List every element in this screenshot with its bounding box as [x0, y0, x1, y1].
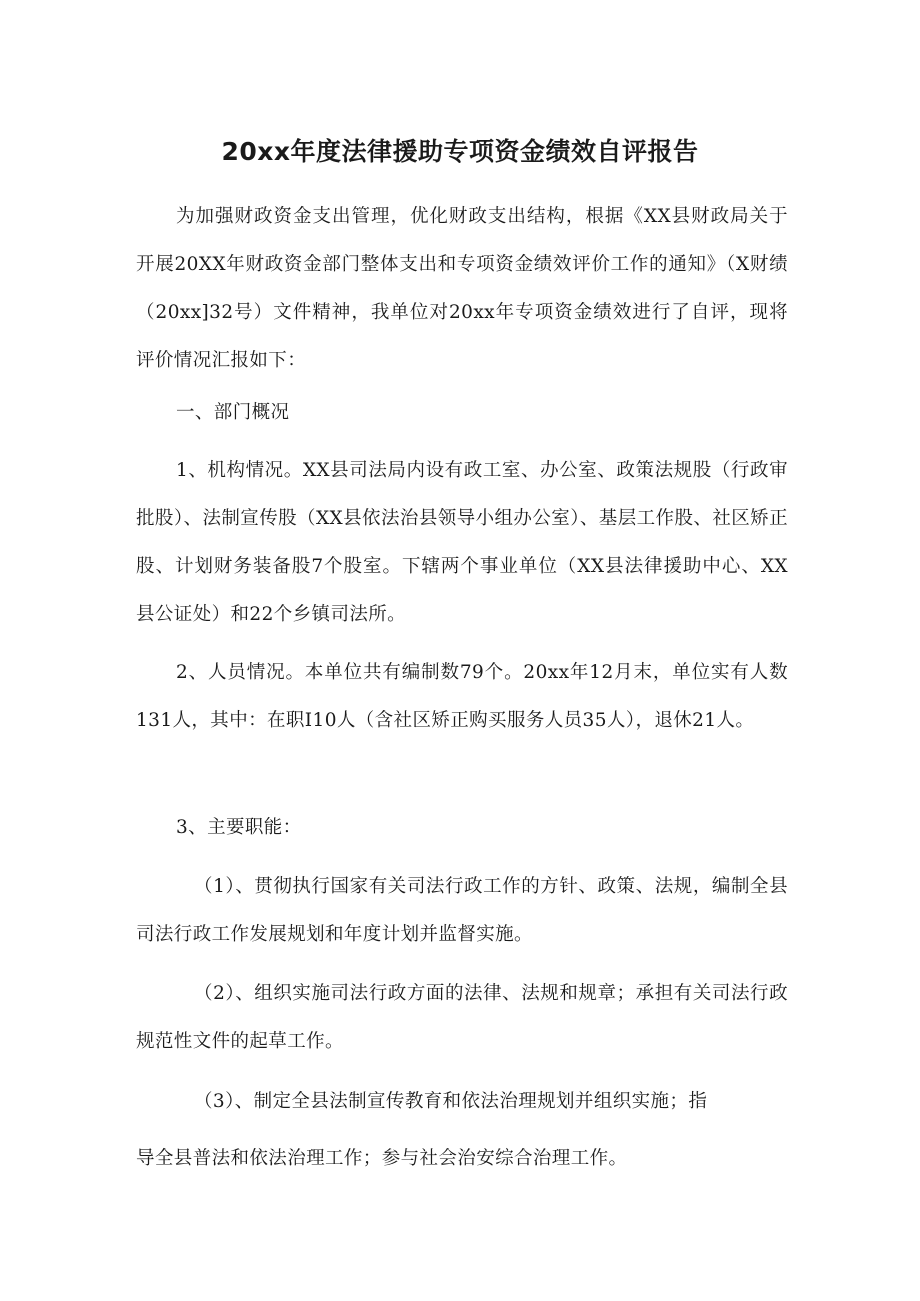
- duty-1: （1）、贯彻执行国家有关司法行政工作的方针、政策、法规，编制全县司法行政工作发展规划和年度计划并监督实施。: [136, 876, 788, 945]
- duty-2: （2）、组织实施司法行政方面的法律、法规和规章；承担有关司法行政规范性文件的起草工作。: [136, 983, 788, 1052]
- item-functions-heading: 3、主要职能：: [176, 817, 302, 838]
- section-heading-department: 一、部门概况: [176, 402, 290, 423]
- document-title: 20xx年度法律援助专项资金绩效自评报告: [221, 137, 699, 166]
- duty-3-line-1: （3）、制定全县法制宣传教育和依法治理规划并组织实施；指: [194, 1091, 708, 1112]
- item-organization: 1、机构情况。XX县司法局内设有政工室、办公室、政策法规股（行政审批股）、法制宣传股（XX县依法治县领导小组办公室）、基层工作股、社区矫正股、计划财务装备股7个股室。下辖两个事业单位（XX县法律援助中心、XX县公证处）和22个乡镇司法所。: [136, 460, 788, 625]
- intro-paragraph: 为加强财政资金支出管理，优化财政支出结构，根据《XX县财政局关于开展20XX年财政资金部门整体支出和专项资金绩效评价工作的通知》（X财绩（20xx]32号）文件精神，我单位对20xx年专项资金绩效进行了自评，现将评价情况汇报如下：: [136, 206, 788, 371]
- duty-3-line-2: 导全县普法和依法治理工作；参与社会治安综合治理工作。: [136, 1148, 628, 1169]
- item-personnel: 2、人员情况。本单位共有编制数79个。20xx年12月末，单位实有人数131人，其中：在职I10人（含社区矫正购买服务人员35人），退休21人。: [136, 662, 788, 731]
